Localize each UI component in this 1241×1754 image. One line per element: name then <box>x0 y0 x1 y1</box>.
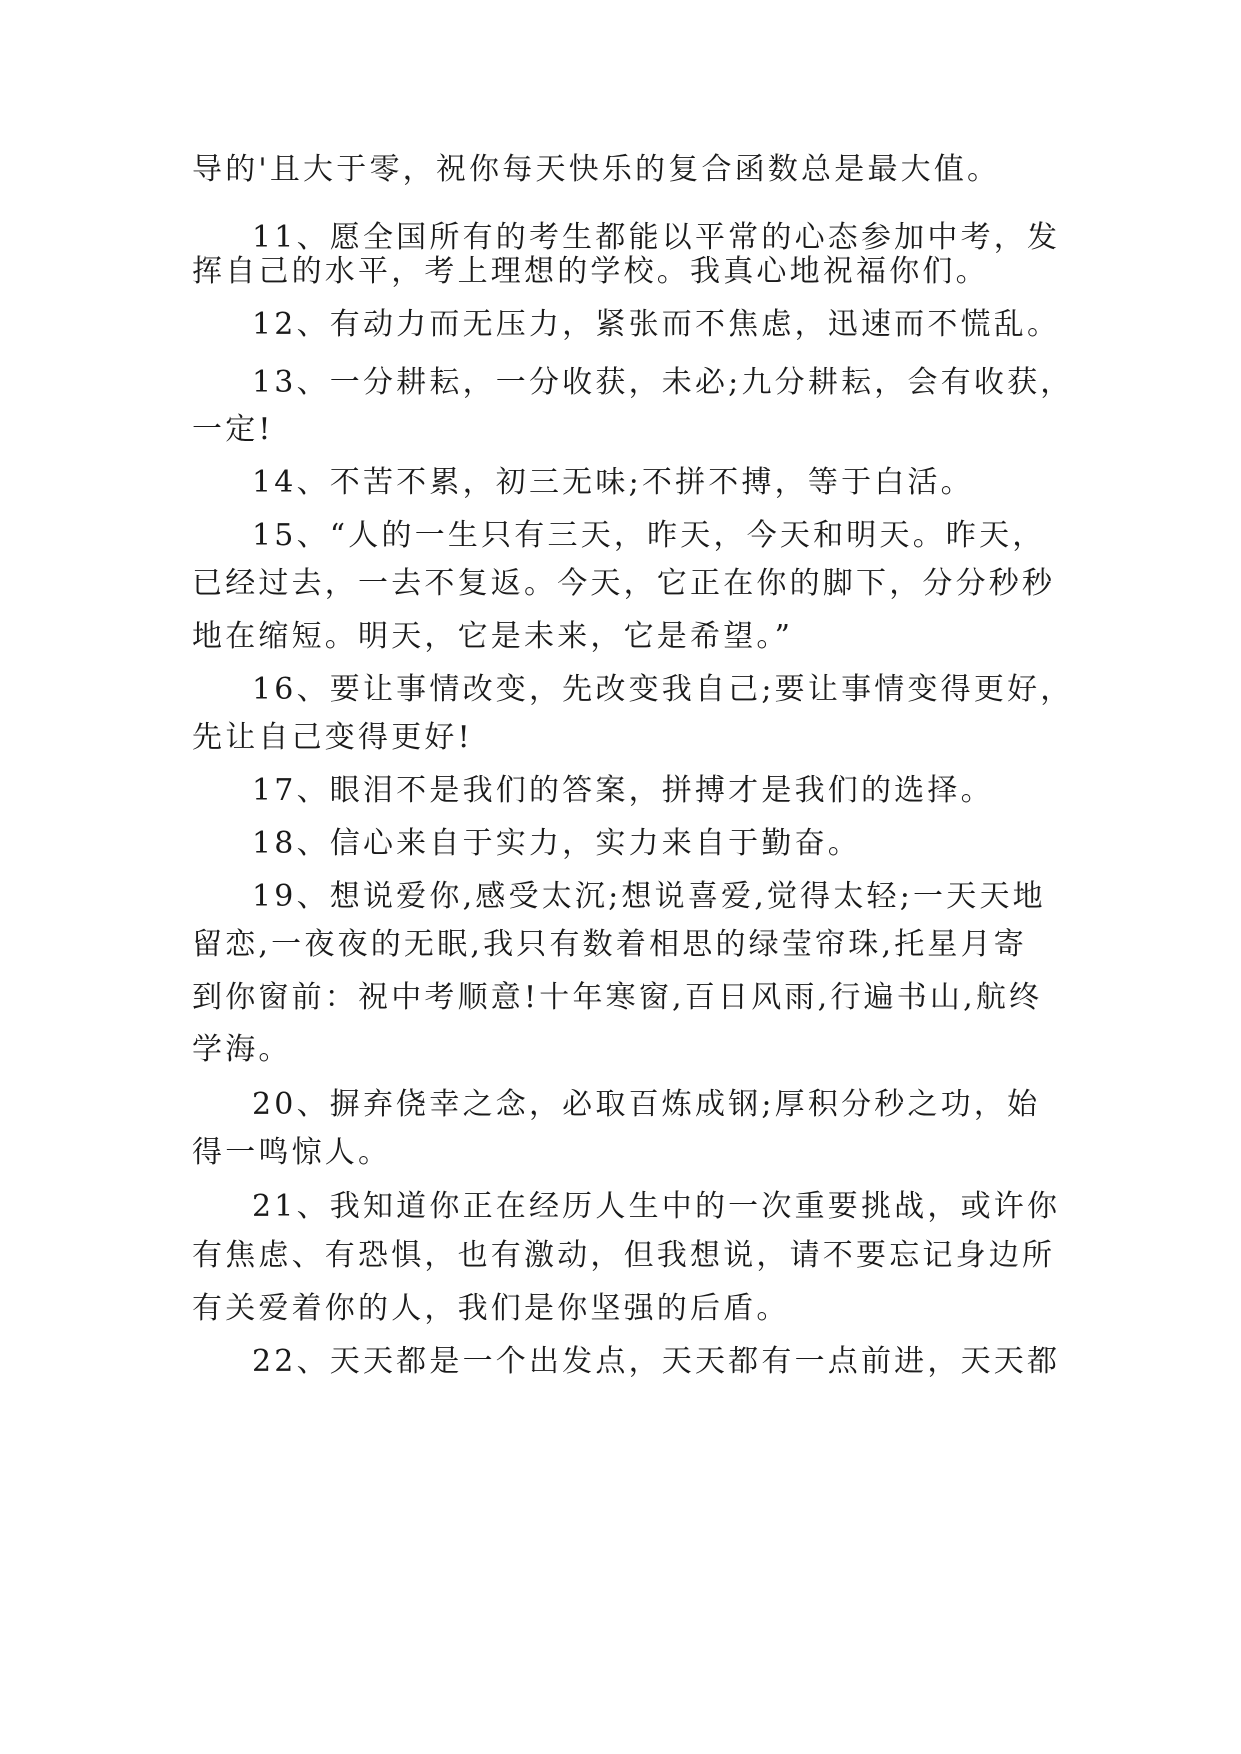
text-line: 一定! <box>192 412 274 447</box>
text-line: 16、要让事情改变，先改变我自己;要让事情变得更好， <box>252 672 1074 707</box>
text-line: 到你窗前：祝中考顺意!十年寒窗,百日风雨,行遍书山,航终 <box>192 980 1043 1015</box>
text-line: 17、眼泪不是我们的答案，拼搏才是我们的选择。 <box>252 773 994 808</box>
text-line: 19、想说爱你,感受太沉;想说喜爱,觉得太轻;一天天地 <box>252 879 1046 914</box>
text-line: 有焦虑、有恐惧，也有激动，但我想说，请不要忘记身边所 <box>192 1238 1056 1273</box>
text-line: 18、信心来自于实力，实力来自于勤奋。 <box>252 826 861 861</box>
text-line: 留恋,一夜夜的无眠,我只有数着相思的绿莹帘珠,托星月寄 <box>192 927 1028 962</box>
text-line: 得一鸣惊人。 <box>192 1135 392 1170</box>
text-line: 13、一分耕耘，一分收获，未必;九分耕耘，会有收获， <box>252 365 1074 400</box>
text-line: 11、愿全国所有的考生都能以平常的心态参加中考，发 <box>252 220 1061 255</box>
text-line: 学海。 <box>192 1032 292 1067</box>
text-line: 地在缩短。明天，它是未来，它是希望。” <box>192 619 794 654</box>
text-line: 导的'且大于零，祝你每天快乐的复合函数总是最大值。 <box>192 152 1001 187</box>
text-line: 22、天天都是一个出发点，天天都有一点前进，天天都 <box>252 1344 1061 1379</box>
text-line: 14、不苦不累，初三无味;不拼不搏，等于白活。 <box>252 465 974 500</box>
text-line: 21、我知道你正在经历人生中的一次重要挑战，或许你 <box>252 1189 1061 1224</box>
text-line: 12、有动力而无压力，紧张而不焦虑，迅速而不慌乱。 <box>252 307 1061 342</box>
text-line: 20、摒弃侥幸之念，必取百炼成钢;厚积分秒之功，始 <box>252 1087 1041 1122</box>
text-line: 挥自己的水平，考上理想的学校。我真心地祝福你们。 <box>192 254 989 289</box>
text-line: 先让自己变得更好! <box>192 720 473 755</box>
text-line: 已经过去，一去不复返。今天，它正在你的脚下，分分秒秒 <box>192 566 1056 601</box>
text-line: 有关爱着你的人，我们是你坚强的后盾。 <box>192 1291 790 1326</box>
text-line: 15、“人的一生只有三天，昨天，今天和明天。昨天， <box>252 518 1046 553</box>
